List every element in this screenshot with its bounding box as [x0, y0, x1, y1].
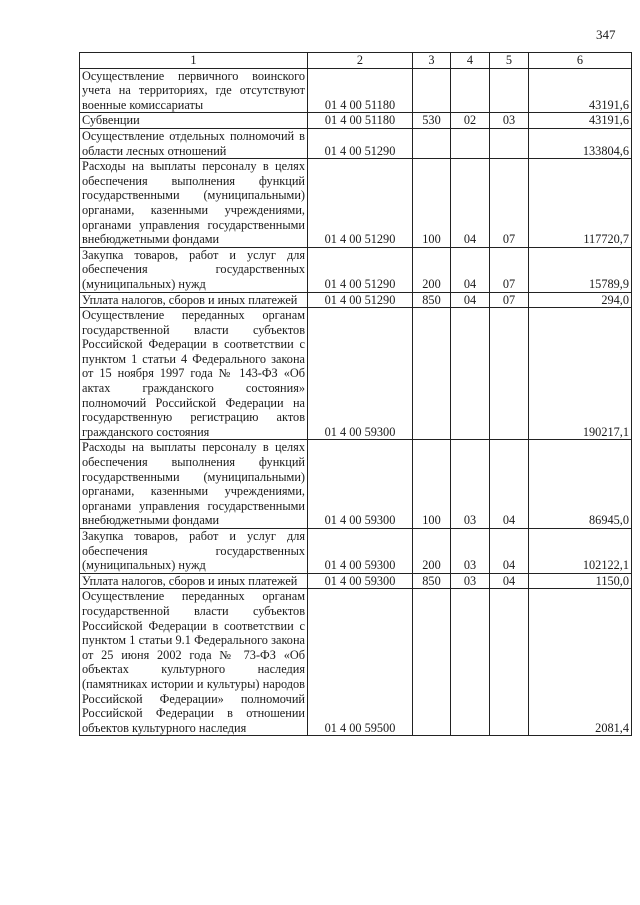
row-section: 04: [451, 247, 490, 292]
row-expense-type: [413, 128, 451, 158]
table-row: [80, 128, 632, 158]
header-row: [80, 53, 632, 69]
row-section: [451, 589, 490, 736]
row-section: [451, 128, 490, 158]
row-expense-type: [413, 68, 451, 113]
row-target-code: 01 4 00 51290: [308, 128, 413, 158]
row-target-code: 01 4 00 51290: [308, 292, 413, 308]
row-expense-type: 100: [413, 159, 451, 248]
page-number: 347: [596, 27, 616, 42]
row-amount: 2081,4: [529, 589, 632, 736]
row-subsection: 07: [490, 247, 529, 292]
header-cell: 3: [413, 53, 451, 69]
row-description: Уплата налогов, сборов и иных платежей: [80, 573, 308, 589]
header-cell: 4: [451, 53, 490, 69]
row-section: 03: [451, 529, 490, 574]
header-cell: 6: [529, 53, 632, 69]
table-row: [80, 159, 632, 248]
row-expense-type: 850: [413, 573, 451, 589]
table-row: [80, 113, 632, 129]
row-amount: 1150,0: [529, 573, 632, 589]
row-subsection: [490, 589, 529, 736]
row-section: 03: [451, 573, 490, 589]
row-expense-type: 200: [413, 529, 451, 574]
table-row: [80, 573, 632, 589]
table-row: [80, 308, 632, 440]
row-section: 04: [451, 159, 490, 248]
row-expense-type: 530: [413, 113, 451, 129]
row-target-code: 01 4 00 59500: [308, 589, 413, 736]
row-section: 04: [451, 292, 490, 308]
row-description: Осуществление первичного воинского учета на территориях, где отсутствуют военные комиссариаты: [80, 68, 308, 113]
row-subsection: [490, 128, 529, 158]
row-description: Осуществление переданных органам государственной власти субъектов Российской Федерации в соответствии с пунктом 1 статьи 4 Федерального закона от 15 ноября 1997 года № 143-ФЗ «Об актах гражданского состояния» полномочий Российской Федерации на государственную регистрацию актов гражданского состояния: [80, 308, 308, 440]
row-subsection: 04: [490, 529, 529, 574]
table-row: [80, 292, 632, 308]
row-subsection: 03: [490, 113, 529, 129]
row-description: Расходы на выплаты персоналу в целях обеспечения выполнения функций государственными (муниципальными) органами, казенными учреждениями, органами управления государственными внебюджетными фондами: [80, 440, 308, 529]
row-section: [451, 308, 490, 440]
row-expense-type: 850: [413, 292, 451, 308]
row-description: Осуществление отдельных полномочий в области лесных отношений: [80, 128, 308, 158]
row-amount: 102122,1: [529, 529, 632, 574]
row-amount: 133804,6: [529, 128, 632, 158]
row-description: Уплата налогов, сборов и иных платежей: [80, 292, 308, 308]
row-subsection: 07: [490, 292, 529, 308]
budget-table: [79, 52, 632, 736]
row-subsection: [490, 68, 529, 113]
row-target-code: 01 4 00 59300: [308, 529, 413, 574]
table-row: [80, 589, 632, 736]
row-amount: 190217,1: [529, 308, 632, 440]
row-amount: 86945,0: [529, 440, 632, 529]
row-target-code: 01 4 00 51290: [308, 159, 413, 248]
row-amount: 294,0: [529, 292, 632, 308]
row-description: Расходы на выплаты персоналу в целях обеспечения выполнения функций государственными (муниципальными) органами, казенными учреждениями, органами управления государственными внебюджетными фондами: [80, 159, 308, 248]
table-row: [80, 247, 632, 292]
row-target-code: 01 4 00 51180: [308, 113, 413, 129]
row-target-code: 01 4 00 51180: [308, 68, 413, 113]
row-description: Субвенции: [80, 113, 308, 129]
row-description: Закупка товаров, работ и услуг для обеспечения государственных (муниципальных) нужд: [80, 529, 308, 574]
row-expense-type: 200: [413, 247, 451, 292]
row-target-code: 01 4 00 59300: [308, 440, 413, 529]
row-target-code: 01 4 00 51290: [308, 247, 413, 292]
table-row: [80, 68, 632, 113]
header-cell: 2: [308, 53, 413, 69]
table-row: [80, 440, 632, 529]
table-body: [80, 68, 632, 736]
row-amount: 15789,9: [529, 247, 632, 292]
row-subsection: 04: [490, 440, 529, 529]
row-expense-type: 100: [413, 440, 451, 529]
row-amount: 117720,7: [529, 159, 632, 248]
row-expense-type: [413, 308, 451, 440]
table-row: [80, 529, 632, 574]
row-amount: 43191,6: [529, 113, 632, 129]
row-subsection: [490, 308, 529, 440]
row-section: 03: [451, 440, 490, 529]
row-section: [451, 68, 490, 113]
row-amount: 43191,6: [529, 68, 632, 113]
header-cell: 5: [490, 53, 529, 69]
row-description: Осуществление переданных органам государственной власти субъектов Российской Федерации в соответствии с пунктом 1 статьи 9.1 Федерального закона от 25 июня 2002 года № 73-ФЗ «Об объектах культурного наследия (памятниках истории и культуры) народов Российской Федерации» полномочий Российской Федерации в отношении объектов культурного наследия: [80, 589, 308, 736]
row-target-code: 01 4 00 59300: [308, 573, 413, 589]
header-cell: 1: [80, 53, 308, 69]
row-section: 02: [451, 113, 490, 129]
row-subsection: 04: [490, 573, 529, 589]
row-expense-type: [413, 589, 451, 736]
row-subsection: 07: [490, 159, 529, 248]
row-target-code: 01 4 00 59300: [308, 308, 413, 440]
row-description: Закупка товаров, работ и услуг для обеспечения государственных (муниципальных) нужд: [80, 247, 308, 292]
